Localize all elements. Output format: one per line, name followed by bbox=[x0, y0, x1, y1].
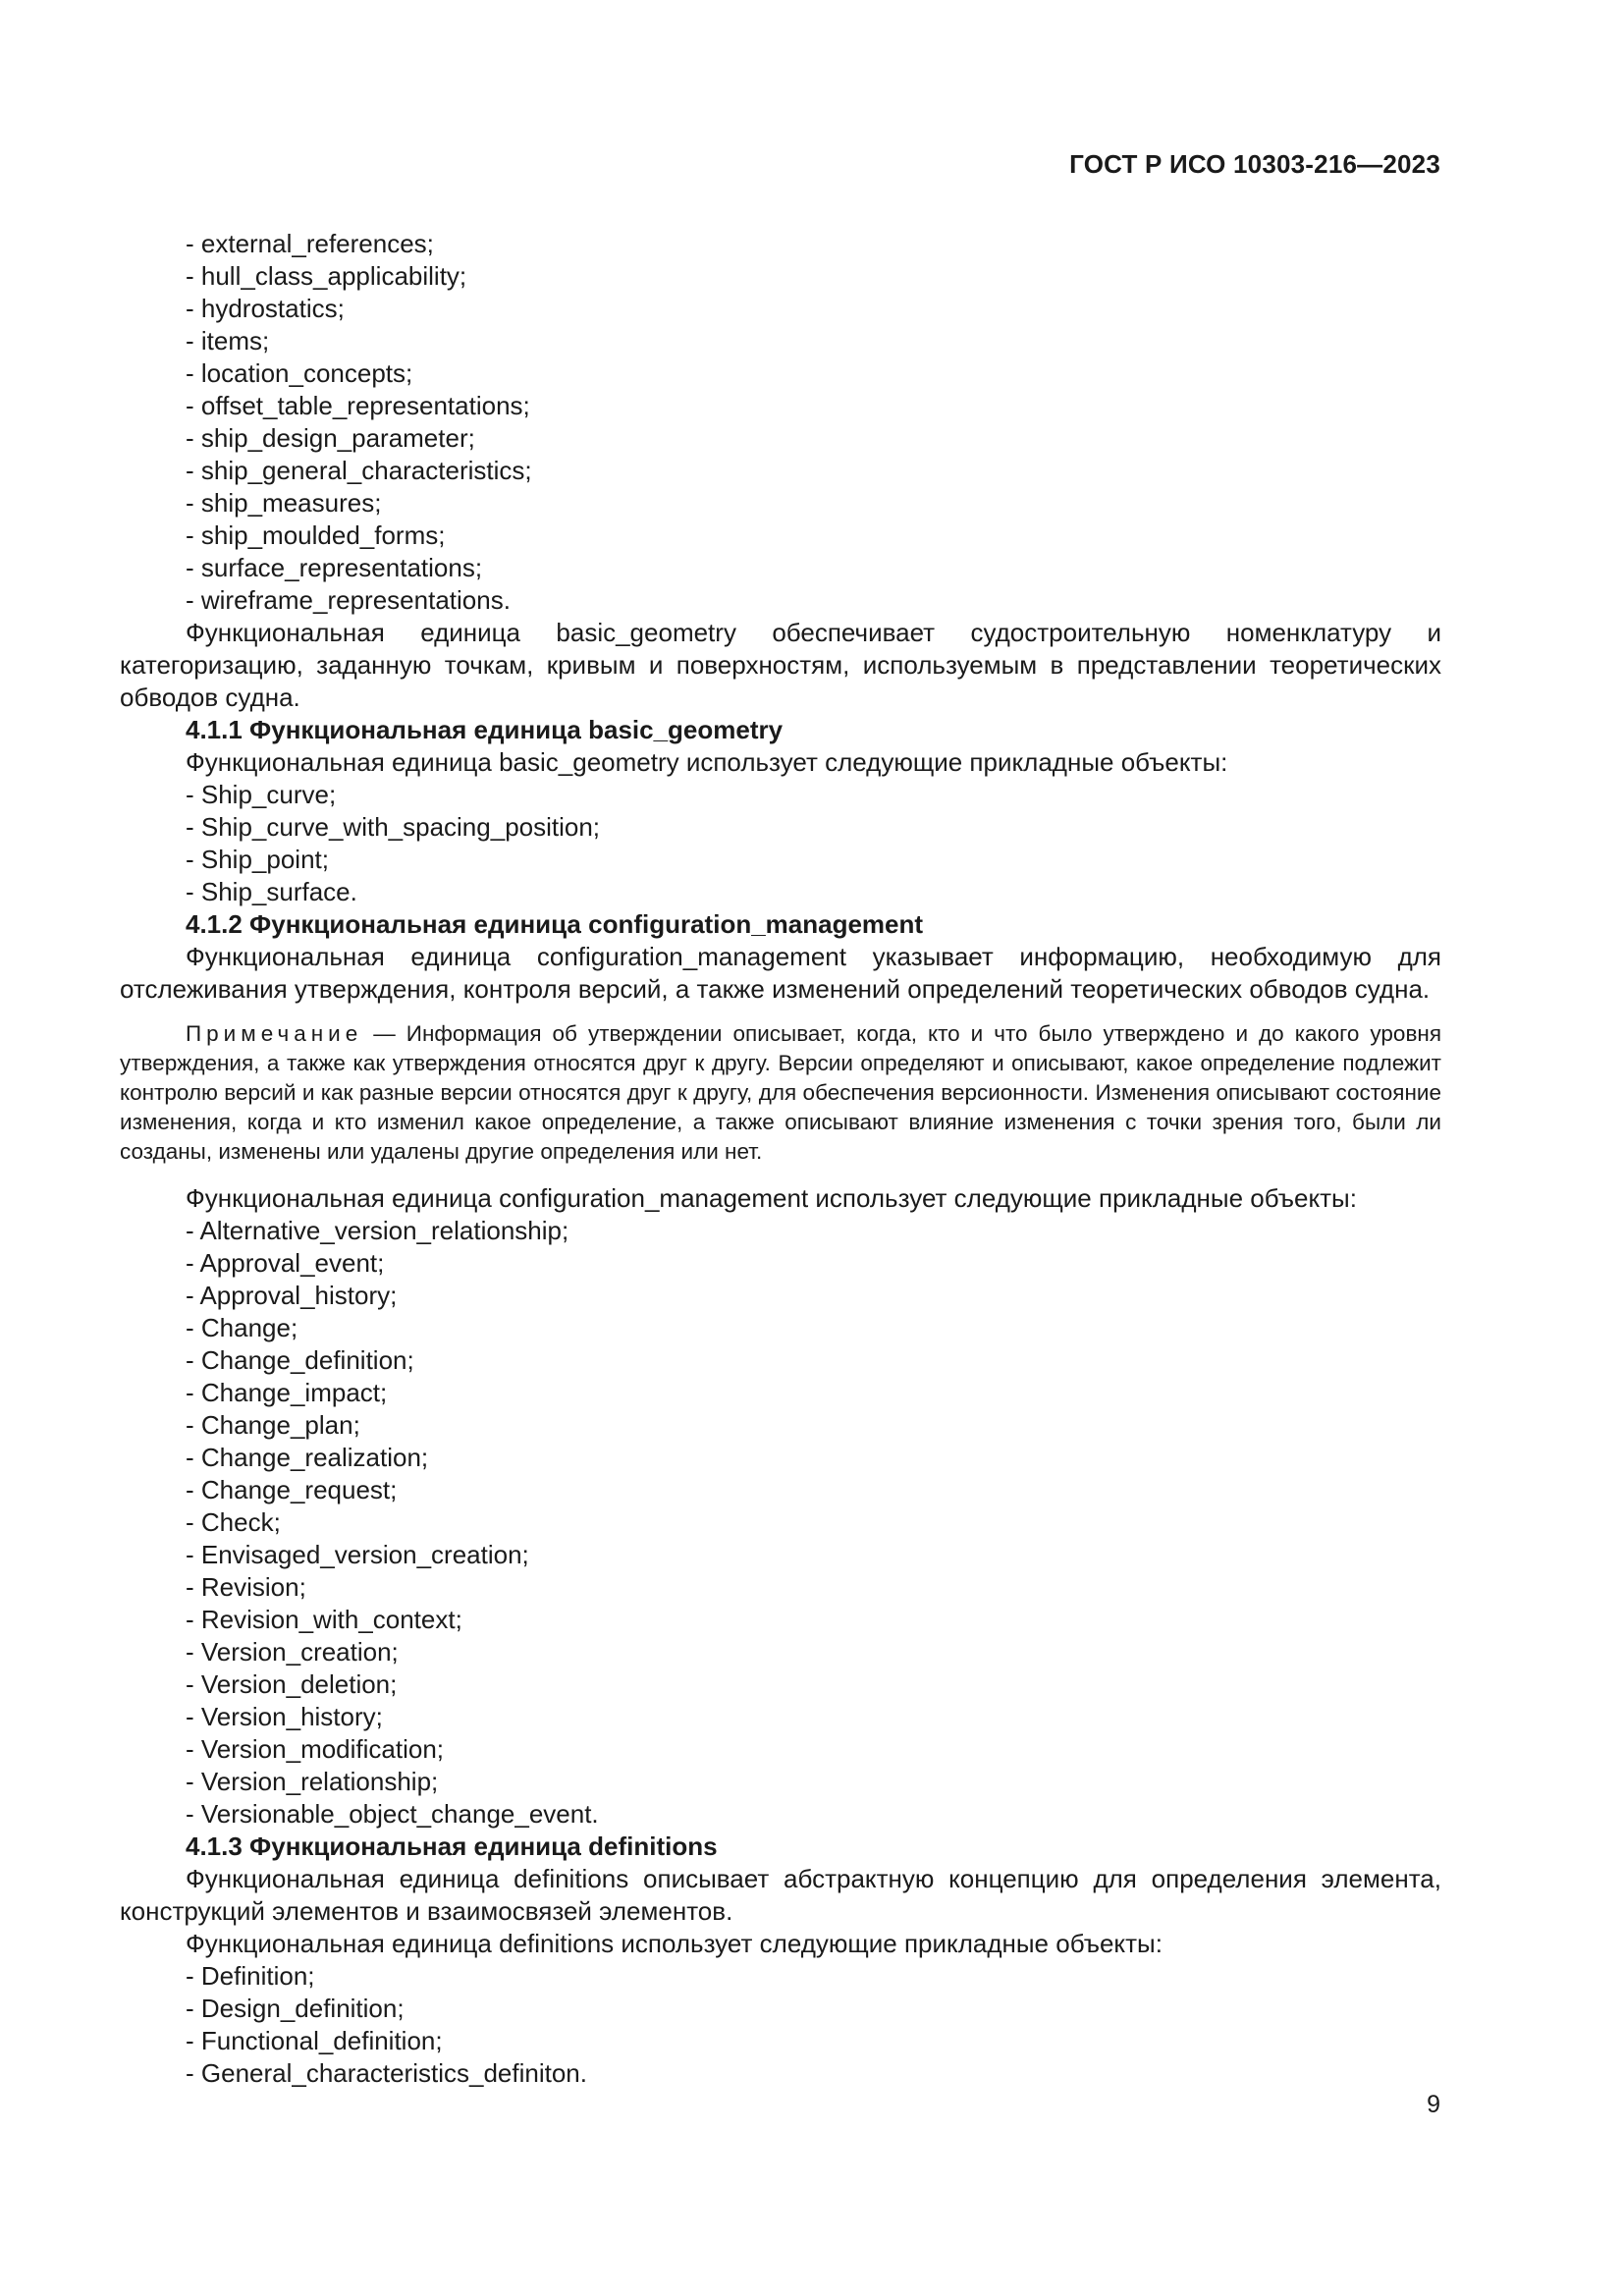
list-item: - Functional_definition; bbox=[186, 2026, 443, 2055]
note-block bbox=[120, 1019, 1441, 1167]
paragraph: Функциональная единица definitions описывает абстрактную концепцию для определения элемента, конструкций элементов и взаимосвязей элементов. bbox=[120, 1864, 1441, 1926]
list-item: - Ship_curve_with_spacing_position; bbox=[186, 812, 601, 842]
page-number: 9 bbox=[1427, 2091, 1440, 2118]
list-item: - ship_measures; bbox=[186, 488, 382, 518]
paragraph: Функциональная единица definitions использует следующие прикладные объекты: bbox=[186, 1929, 1163, 1958]
list-item: - Approval_event; bbox=[186, 1248, 385, 1278]
list-item: - Ship_point; bbox=[186, 845, 329, 874]
list-item: - Revision_with_context; bbox=[186, 1605, 462, 1634]
list-item: - offset_table_representations; bbox=[186, 391, 530, 420]
note-text: — Информация об утверждении описывает, когда, кто и что было утверждено и до какого уровня утверждения, а также как утверждения относятся друг к другу. Версии определяют и описывают, какое определение подлежит контролю версий и как разные версии относятся друг к другу, для обеспечения версионности. Изменения описывают состояние изменения, когда и кто изменил какое определение, а также описывают влияние изменения с точки зрения того, были ли созданы, изменены или удалены другие определения или нет. bbox=[120, 1021, 1441, 1164]
list-item: - Change; bbox=[186, 1313, 298, 1342]
list-item: - Change_request; bbox=[186, 1475, 398, 1504]
list-item: - ship_general_characteristics; bbox=[186, 456, 532, 485]
list-item: - Design_definition; bbox=[186, 1994, 405, 2023]
list-item: - Envisaged_version_creation; bbox=[186, 1540, 529, 1569]
list-item: - Alternative_version_relationship; bbox=[186, 1216, 569, 1245]
paragraph: Функциональная единица configuration_management указывает информацию, необходимую для отслеживания утверждения, контроля версий, а также изменений определений теоретических обводов судна. bbox=[120, 942, 1441, 1004]
list-item: - Check; bbox=[186, 1507, 281, 1537]
list-item: - Version_modification; bbox=[186, 1734, 445, 1764]
list-item: - Version_history; bbox=[186, 1702, 383, 1731]
list-item: - hull_class_applicability; bbox=[186, 261, 467, 291]
section-heading: 4.1.3 Функциональная единица definitions bbox=[186, 1831, 718, 1861]
list-item: - Change_definition; bbox=[186, 1345, 414, 1375]
paragraph: Функциональная единица basic_geometry использует следующие прикладные объекты: bbox=[186, 747, 1228, 777]
paragraph: Функциональная единица basic_geometry обеспечивает судостроительную номенклатуру и категоризацию, заданную точкам, кривым и поверхностям, используемым в представлении теоретических обводов судна. bbox=[120, 618, 1441, 712]
note-label: Примечание bbox=[186, 1021, 363, 1046]
section-heading: 4.1.2 Функциональная единица configuration_management bbox=[186, 909, 924, 939]
list-item: - Versionable_object_change_event. bbox=[186, 1799, 599, 1829]
list-item: - Version_relationship; bbox=[186, 1767, 439, 1796]
document-body bbox=[120, 228, 1441, 2090]
list-item: - surface_representations; bbox=[186, 553, 483, 582]
list-item: - Version_creation; bbox=[186, 1637, 399, 1667]
list-item: - Change_realization; bbox=[186, 1443, 429, 1472]
list-item: - hydrostatics; bbox=[186, 294, 345, 323]
list-item: - Version_deletion; bbox=[186, 1669, 398, 1699]
list-item: - Approval_history; bbox=[186, 1281, 398, 1310]
list-item: - ship_moulded_forms; bbox=[186, 520, 446, 550]
list-item: - Change_impact; bbox=[186, 1378, 388, 1407]
list-item: - Ship_surface. bbox=[186, 877, 357, 906]
list-item: - Revision; bbox=[186, 1572, 306, 1602]
list-item: - wireframe_representations. bbox=[186, 585, 511, 615]
list-item: - location_concepts; bbox=[186, 358, 413, 388]
document-id: ГОСТ Р ИСО 10303-216—2023 bbox=[1069, 149, 1440, 179]
section-heading: 4.1.1 Функциональная единица basic_geometry bbox=[186, 715, 784, 744]
list-item: - items; bbox=[186, 326, 270, 355]
list-item: - Definition; bbox=[186, 1961, 315, 1991]
list-item: - external_references; bbox=[186, 229, 434, 258]
list-item: - Ship_curve; bbox=[186, 780, 337, 809]
list-item: - ship_design_parameter; bbox=[186, 423, 475, 453]
paragraph: Функциональная единица configuration_management использует следующие прикладные объекты: bbox=[186, 1183, 1357, 1213]
list-item: - Change_plan; bbox=[186, 1410, 360, 1440]
list-item: - General_characteristics_definiton. bbox=[186, 2058, 587, 2088]
